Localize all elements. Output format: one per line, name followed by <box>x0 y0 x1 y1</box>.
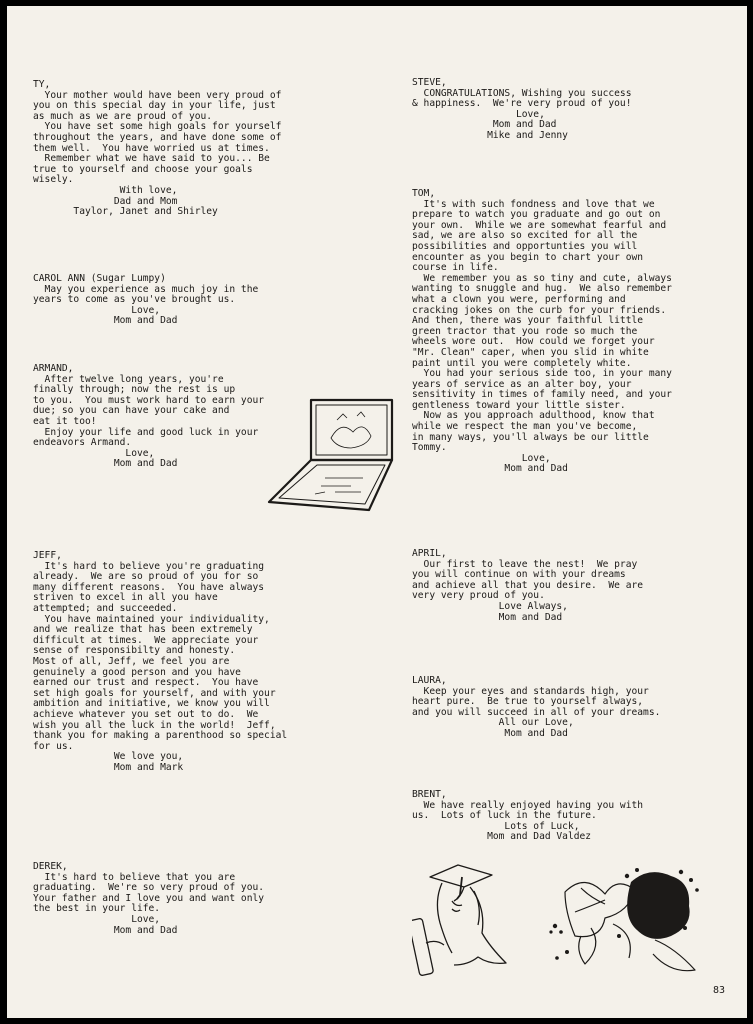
graduate-girl-illustration <box>412 861 512 979</box>
message-steve: STEVE, CONGRATULATIONS, Wishing you success & happiness. We're very proud of you! Love, Mom and Dad Mike and Jenny <box>412 77 632 141</box>
message-tom: TOM, It's with such fondness and love that we prepare to watch you graduate and go out on your own. While we are somewhat fearful and sad, we are also so excited for all the possibilities and opportunties you will encounter as you begin to chart your own course in life. We remember you as so tiny and cute, always wanting to snuggle and hug. We also remember what a clown you were, performing and cracking jokes on the curb for your friends. And then, there was your faithful little green tractor that you rode so much the wheels wore out. How could we forget your "Mr. Clean" caper, when you slid in white paint until you were completely white. You had your serious side too, in your many years of service as an alter boy, your sensitivity in times of family need, and your gentleness toward your little sister. Now as you approach adulthood, know that while we respect the man you've become, in many ways, you'll always be our little Tommy. Love, Mom and Dad <box>412 188 672 475</box>
yearbook-page <box>7 6 747 1018</box>
message-carol-ann: CAROL ANN (Sugar Lumpy) May you experience as much joy in the years to come as you've brought us. Love, Mom and Dad <box>33 273 259 327</box>
message-brent: BRENT, We have really enjoyed having you with us. Lots of luck in the future. Lots of Luck, Mom and Dad Valdez <box>412 789 644 843</box>
message-april: APRIL, Our first to leave the nest! We pray you will continue on with your dreams and achieve all that you desire. We are very very proud of you. Love Always, Mom and Dad <box>412 548 644 623</box>
flower-bouquet-illustration <box>545 862 707 974</box>
message-derek: DEREK, It's hard to believe that you are graduating. We're so very proud of you. Your father and I love you and want only the best in your life. Love, Mom and Dad <box>33 861 265 936</box>
message-laura: LAURA, Keep your eyes and standards high, your heart pure. Be true to yourself always, and you will succeed in all of your dreams. All our Love, Mom and Dad <box>412 675 661 739</box>
message-armand: ARMAND, After twelve long years, you're finally through; now the rest is up to you. You must work hard to earn your due; so you can have your cake and eat it too! Enjoy your life and good luck in your endeavors Armand. Love, Mom and Dad <box>33 363 265 470</box>
message-jeff: JEFF, It's hard to believe you're graduating already. We are so proud of you for so many different reasons. You have always striven to excel in all you have attempted; and succeeded. You have maintained your individuality, and we realize that has been extremely difficult at times. We appreciate your sense of responsibilty and honesty. Most of all, Jeff, we feel you are genuinely a good person and you have earned our trust and respect. You have set high goals for yourself, and with your ambition and initiative, we know you will achieve whatever you set out to do. We wish you all the luck in the world! Jeff, thank you for making a parenthood so special for us. We love you, Mom and Mark <box>33 550 288 773</box>
laptop-illustration <box>265 398 395 514</box>
message-ty: TY, Your mother would have been very proud of you on this special day in your life, just as much as we are proud of you. You have set some high goals for yourself throughout the years, and have done some of them well. You have worried us at times. Remember what we have said to you... Be true to yourself and choose your goals wisely. With love, Dad and Mom Taylor, Janet and Shirley <box>33 79 282 218</box>
page-number: 83 <box>712 985 725 996</box>
